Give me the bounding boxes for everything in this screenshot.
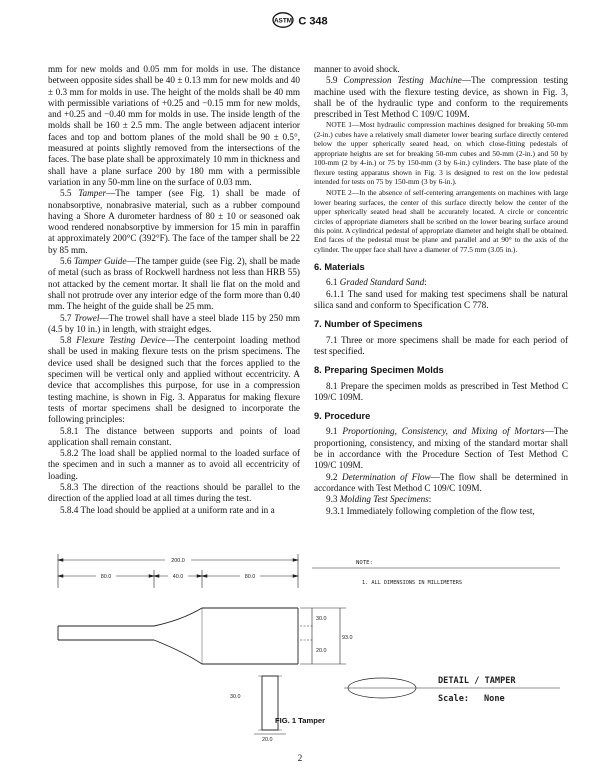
astm-logo-icon	[272, 12, 294, 31]
paragraph-5-6: 5.6 Tamper Guide—The tamper guide (see Fig. 2), shall be made of metal (such as brass of Rockwell hardness not less than HRB 55) not attacked by the cement mortar. It shall lie flat on the mold and shall not protrude over any interior edge of the form more than 0.40 mm. The height of the guide shall be 25 mm.	[48, 256, 301, 312]
section-heading-materials: 6. Materials	[314, 262, 365, 273]
detail-title: DETAIL / TAMPER	[438, 676, 516, 686]
document-id: C 348	[298, 15, 328, 28]
dim-30-lower: 30.0	[230, 694, 241, 700]
paragraph-6-1-1: 6.1.1 The sand used for making test specimens shall be natural silica sand and conform to Specification C 778.	[314, 288, 568, 311]
dim-93: 93.0	[342, 635, 353, 641]
page-header	[0, 12, 600, 31]
paragraph-5-7: 5.7 Trowel—The trowel shall have a steel blade 115 by 250 mm (4.5 by 10 in.) in length, with straight edges.	[48, 312, 301, 334]
page-number: 2	[297, 753, 303, 763]
paragraph-9-3: 9.3 Molding Test Specimens:	[326, 494, 432, 505]
dim-40: 40.0	[172, 574, 184, 580]
paragraph-8-1: 8.1 Prepare the specimen molds as prescribed in Test Method C 109/C 109M.	[314, 380, 568, 402]
paragraph-9-3-1: 9.3.1 Immediately following completion of the flow test,	[326, 505, 535, 516]
paragraph-6-1: 6.1 Graded Standard Sand:	[326, 277, 427, 288]
scale-label: Scale:	[438, 694, 470, 704]
dim-bottom-20: 20.0	[262, 737, 273, 743]
dim-total: 200.0	[171, 558, 185, 564]
section-heading-preparing-molds: 8. Preparing Specimen Molds	[314, 365, 444, 376]
left-column	[48, 64, 300, 516]
right-column	[314, 64, 568, 517]
paragraph-5-8-3: 5.8.3 The direction of the reactions should be parallel to the direction of the applied load at all times during the test.	[48, 481, 300, 504]
paragraph-5-8-2: 5.8.2 The load shall be applied normal to the loaded surface of the specimen and in such a manner as to avoid all eccentricity of loading.	[48, 448, 300, 481]
tamper-profile	[58, 608, 298, 664]
note-text: 1. ALL DIMENSIONS IN MILLIMETERS	[362, 580, 462, 586]
note-2: NOTE 2—In the absence of self-centering arrangements on machines with large lower bearing surfaces, the center of this surface directly below the center of the upper spherically seated head shall be accurately located. A circle or concentric circles of appropriate diameters shall be scribed on the lower bearing surface around this point. A cylindrical pedestal of appropriate diameter and height shall be obtained. End faces of the pedestal must be plane and parallel and at 90° to the axis of the cylinder. The upper face shall have a diameter of 77.5 mm (3.05 in.).	[314, 188, 568, 254]
scale-value: None	[484, 694, 505, 704]
paragraph-5-4-cont: mm for new molds and 0.05 mm for molds in use. The distance between opposite sides shall be 40 ± 0.13 mm for new molds and 40 ± 0.3 mm for molds in use. The height of the molds shall be 40 mm with permissible variations of +0.25 and −0.15 mm for new molds, and +0.25 and −0.40 mm for molds in use. The inside length of the molds shall be 160 ± 2.5 mm. The angle between adjacent interior faces and top and bottom planes of the mold shall be 90 ± 0.5°, measured at points slightly removed from the intersections of the faces. The base plate shall be approximately 10 mm in thickness and shall have a plane surface 200 by 180 mm with a permissible variation in any 50-mm line on the surface of 0.03 mm.	[48, 64, 300, 187]
paragraph-7-1: 7.1 Three or more specimens shall be made for each period of test specified.	[314, 334, 568, 356]
paragraph-5-8-1: 5.8.1 The distance between supports and points of load application shall remain constant.	[48, 425, 300, 447]
paragraph-5-8: 5.8 Flexure Testing Device—The centerpoint loading method shall be used in making flexure tests on the prism specimens. The device used shall be designed such that the forces applied to the specimen will be vertical only and applied without eccentricity. A device that accomplishes this purpose, for use in a compression testing machine, is shown in Fig. 3. Apparatus for making flexure tests of mortar specimens shall be designed to incorporate the following principles:	[48, 335, 301, 425]
paragraph-9-1: 9.1 Proportioning, Consistency, and Mixing of Mortars—The proportioning, consistency, and mixing of the standard mortar shall be in accordance with the Procedure Section of Test Method C 109/C 109M.	[314, 426, 568, 471]
paragraph-5-8-4-cont: manner to avoid shock.	[314, 64, 400, 74]
paragraph-5-5: 5.5 Tamper—The tamper (see Fig. 1) shall be made of nonabsorptive, nonabrasive material, such as a rubber compound having a Shore A durometer hardness of 80 ± 10 or seasoned oak wood rendered nonabsorptive by immersion for 15 min in paraffin at approximately 200°C (392°F). The face of the tamper shall be 22 by 85 mm.	[48, 188, 300, 255]
paragraph-9-2: 9.2 Determination of Flow—The flow shall be determined in accordance with Test Method C 109/C 109M.	[314, 471, 568, 493]
svg-text:ASTM: ASTM	[274, 17, 293, 25]
paragraph-5-9: 5.9 Compression Testing Machine—The compression testing machine used with the flexure testing device, as shown in Fig. 3, shall be of the hydraulic type and conform to the requirements prescribed in Test Method C 109/C 109M.	[314, 75, 568, 120]
figure-caption: FIG. 1 Tamper	[274, 716, 326, 725]
tamper-drawing	[44, 548, 568, 744]
dim-80-right: 80.0	[244, 574, 256, 580]
paragraph-5-8-4: 5.8.4 The load should be applied at a uniform rate and in a	[60, 504, 275, 515]
dim-30-upper: 30.0	[316, 616, 327, 622]
dim-80-left: 80.0	[100, 574, 112, 580]
note-1: NOTE 1—Most hydraulic compression machines designed for breaking 50-mm (2-in.) cubes have a relatively small diameter lower bearing surface directly centered below the upper spherically seated head, on which close-fitting pedestals of appropriate heights are set for breaking 50-mm cubes and 50-mm (2-in.) and 50 by 100-mm (2 by 4-in.) or 75 by 150-mm (3 by 6-in.) cylinders. The base plate of the flexure testing apparatus shown in Fig. 3 is designed to rest on the low pedestal intended for tests on 75 by 150-mm (3 by 6-in.).	[314, 120, 568, 186]
note-label: NOTE:	[356, 560, 373, 566]
section-heading-procedure: 9. Procedure	[314, 411, 371, 422]
section-heading-number-of-specimens: 7. Number of Specimens	[314, 319, 423, 330]
dim-20: 20.0	[316, 648, 327, 654]
